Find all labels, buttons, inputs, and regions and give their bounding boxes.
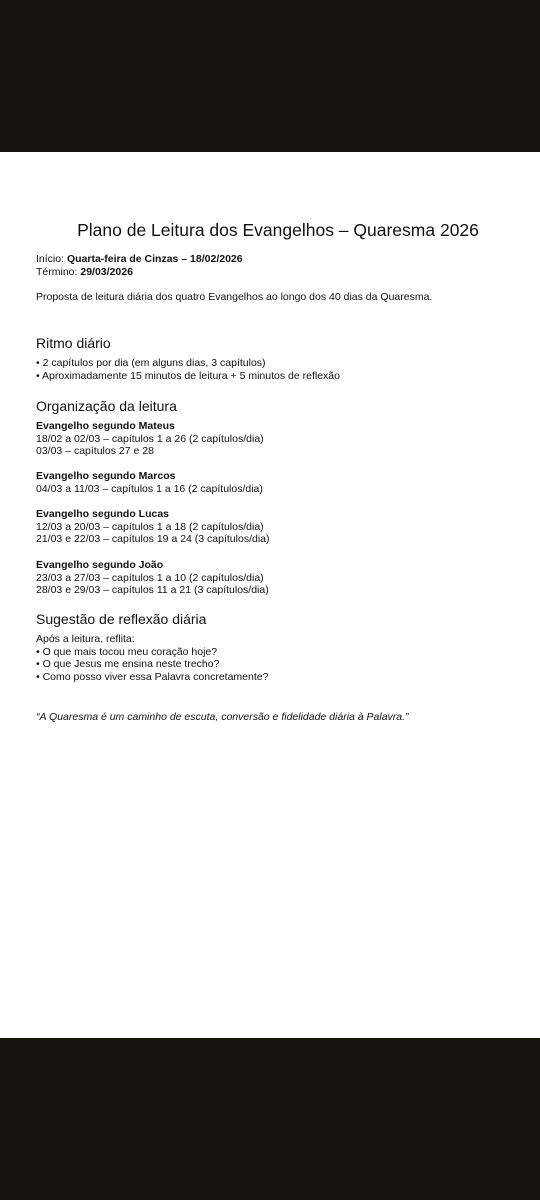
reflection-block bbox=[36, 633, 268, 683]
rhythm-heading: Ritmo diário bbox=[36, 335, 111, 351]
book-line: 18/02 a 02/03 – capítulos 1 a 26 (2 capítulos/dia) bbox=[36, 432, 264, 445]
book-line: 28/03 e 29/03 – capítulos 11 a 21 (3 capítulos/dia) bbox=[36, 584, 269, 596]
book-name: Evangelho segundo Mateus bbox=[36, 420, 175, 432]
list-item: • Como posso viver essa Palavra concretamente? bbox=[36, 670, 269, 683]
book-block-marcos bbox=[36, 470, 263, 495]
rhythm-list bbox=[36, 357, 340, 382]
list-item: • O que Jesus me ensina neste trecho? bbox=[36, 658, 220, 670]
document-page bbox=[0, 152, 540, 1038]
reflection-lead: Após a leitura, reflita: bbox=[36, 633, 135, 645]
document-title: Plano de Leitura dos Evangelhos – Quaresma 2026 bbox=[77, 220, 479, 240]
book-line: 23/03 a 27/03 – capítulos 1 a 10 (2 capítulos/dia) bbox=[36, 571, 264, 584]
book-line: 21/03 e 22/03 – capítulos 19 a 24 (3 capítulos/dia) bbox=[36, 533, 270, 545]
book-name: Evangelho segundo Lucas bbox=[36, 508, 170, 520]
list-item: • 2 capítulos por dia (em alguns dias, 3 capítulos) bbox=[36, 357, 266, 369]
book-line: 04/03 a 11/03 – capítulos 1 a 16 (2 capítulos/dia) bbox=[36, 482, 263, 495]
start-value: Quarta-feira de Cinzas – 18/02/2026 bbox=[66, 253, 243, 265]
closing-quote: “A Quaresma é um caminho de escuta, conversão e fidelidade diária à Palavra.” bbox=[36, 711, 409, 723]
book-line: 12/03 a 20/03 – capítulos 1 a 18 (2 capítulos/dia) bbox=[36, 520, 264, 533]
book-name: Evangelho segundo João bbox=[36, 559, 164, 571]
book-name: Evangelho segundo Marcos bbox=[36, 470, 176, 482]
reflection-heading: Sugestão de reflexão diária bbox=[36, 611, 207, 627]
book-block-mateus bbox=[36, 420, 264, 458]
dates-block bbox=[36, 253, 243, 279]
list-item: • O que mais tocou meu coração hoje? bbox=[36, 645, 218, 658]
start-date-line bbox=[36, 253, 243, 266]
intro-text: Proposta de leitura diária dos quatro Evangelhos ao longo dos 40 dias da Quaresma. bbox=[36, 291, 433, 303]
end-value: 29/03/2026 bbox=[80, 266, 133, 278]
book-line: 03/03 – capítulos 27 e 28 bbox=[36, 445, 154, 457]
end-label: Término: bbox=[36, 266, 78, 278]
book-block-joao bbox=[36, 559, 269, 597]
end-date-line bbox=[36, 266, 243, 279]
start-label: Início: bbox=[36, 253, 65, 265]
list-item: • Aproximadamente 15 minutos de leitura + 5 minutos de reflexão bbox=[36, 369, 340, 382]
book-block-lucas bbox=[36, 508, 270, 546]
organization-heading: Organização da leitura bbox=[36, 398, 177, 414]
